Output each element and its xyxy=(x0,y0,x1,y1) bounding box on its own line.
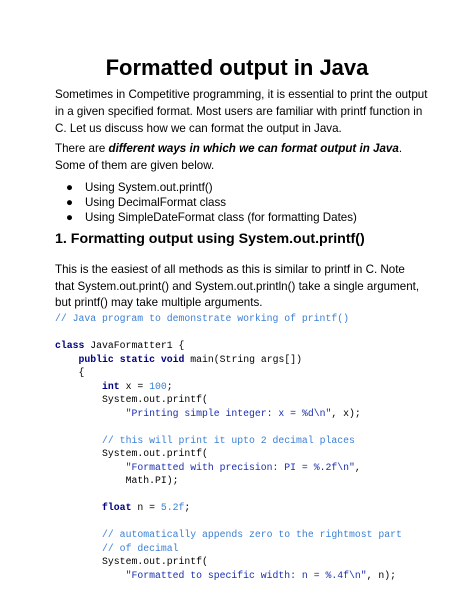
section-heading: 1. Formatting output using System.out.printf() xyxy=(55,231,365,247)
code-text: main(String args[]) xyxy=(184,353,302,365)
list-item-label: Using System.out.printf() xyxy=(85,181,213,194)
code-text: System.out.printf( xyxy=(102,448,208,459)
code-keyword: public xyxy=(78,353,114,365)
code-text: , n); xyxy=(366,569,397,581)
code-text: Math.PI); xyxy=(125,475,179,486)
code-string: "Formatted with precision: PI = %.2f\n" xyxy=(125,461,355,473)
bullet-icon: ● xyxy=(66,181,74,194)
code-text: n = xyxy=(131,502,161,513)
list-item xyxy=(55,210,357,225)
code-comment: // Java program to demonstrate working of printf() xyxy=(55,313,349,324)
code-text: ; xyxy=(166,380,173,392)
list-item-label: Using DecimalFormat class xyxy=(85,196,227,209)
code-string: "Printing simple integer: x = %d\n" xyxy=(125,407,332,419)
code-keyword: static xyxy=(119,353,155,365)
page-title: Formatted output in Java xyxy=(105,55,369,80)
list-item xyxy=(55,195,357,210)
code-text: ; xyxy=(184,502,191,513)
code-number: 5.2f xyxy=(160,502,185,513)
intro-paragraph: Sometimes in Competitive programming, it is essential to print the output in a given specified format. Most users are familiar with printf function in C. Let us discuss how we can format the output in Java. xyxy=(55,88,428,135)
method-paragraph: This is the easiest of all methods as this is similar to printf in C. Note that System.out.print() and System.out.println() take a single argument, but printf() may take multiple arguments. xyxy=(55,263,420,309)
bullet-icon: ● xyxy=(66,211,74,224)
list-item-label: Using SimpleDateFormat class (for formatting Dates) xyxy=(85,211,357,224)
bullet-icon: ● xyxy=(66,196,74,209)
code-string: "Formatted to specific width: n = %.4f\n" xyxy=(125,569,367,581)
code-text: , x); xyxy=(331,407,361,419)
code-keyword: void xyxy=(160,353,185,365)
code-text: x = xyxy=(119,380,150,392)
code-text: , xyxy=(354,461,361,473)
code-text: System.out.printf( xyxy=(102,394,208,405)
ways-emphasis: different ways in which we can format output in Java xyxy=(108,142,399,155)
code-text: JavaFormatter1 { xyxy=(84,340,185,351)
code-text: { xyxy=(78,367,85,378)
ways-paragraph xyxy=(55,140,435,174)
code-comment: // this will print it upto 2 decimal places xyxy=(102,434,355,446)
code-comment: // automatically appends zero to the rightmost part xyxy=(102,529,402,540)
code-comment: // of decimal xyxy=(102,542,179,554)
code-number: 100 xyxy=(149,380,167,392)
list-item xyxy=(55,180,357,195)
code-keyword: int xyxy=(102,380,120,392)
methods-list xyxy=(55,180,357,225)
ways-suffix: . Some of them are given below. xyxy=(55,142,403,172)
code-block xyxy=(55,312,402,582)
code-keyword: class xyxy=(55,340,85,351)
code-keyword: float xyxy=(102,502,132,513)
ways-prefix: There are xyxy=(55,142,109,155)
code-text: System.out.printf( xyxy=(102,556,208,567)
